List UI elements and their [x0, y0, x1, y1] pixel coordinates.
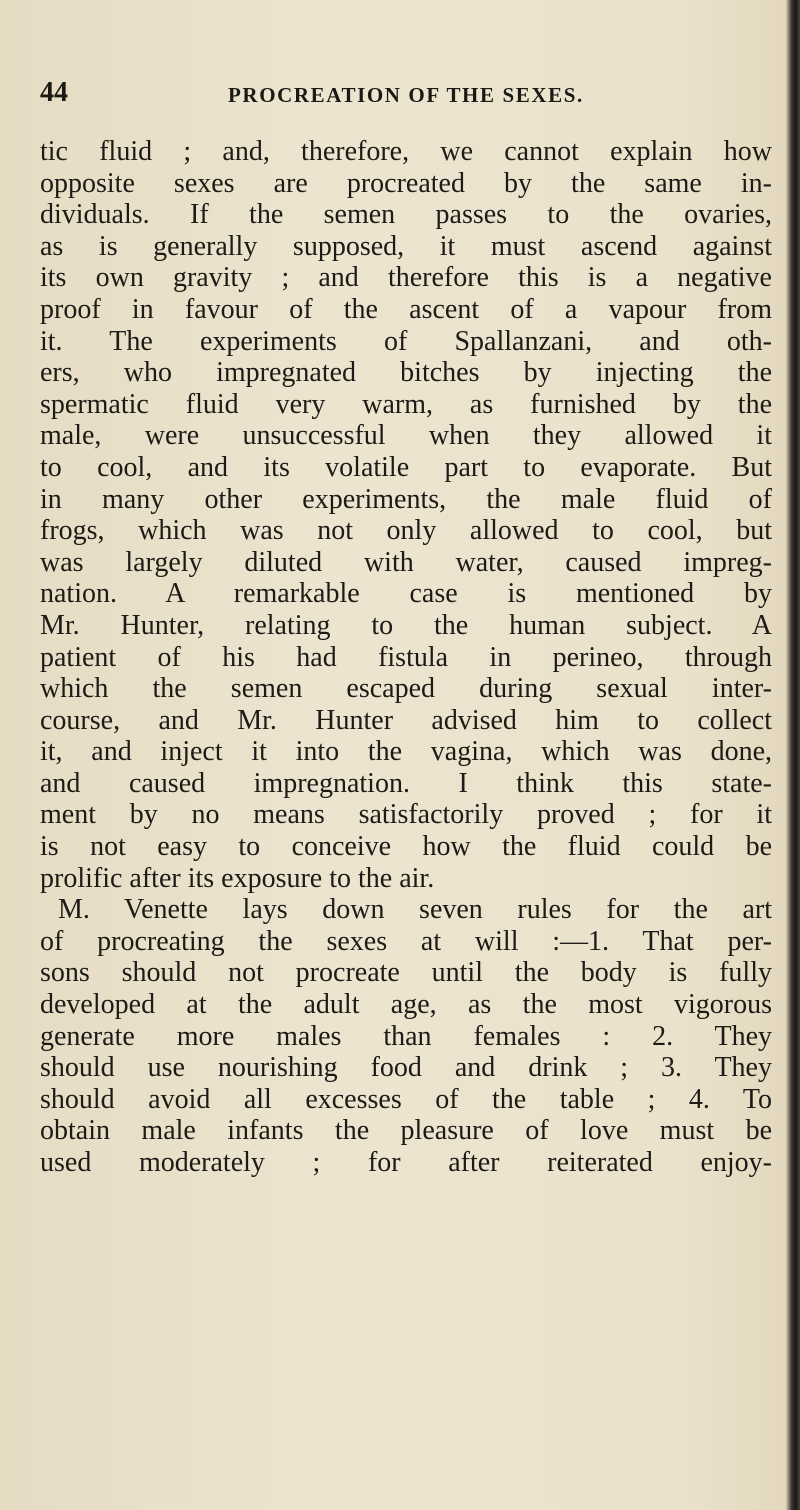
text-line: spermatic fluid very warm, as furnished by the — [40, 388, 772, 420]
body-text — [40, 136, 772, 1179]
text-line: was largely diluted with water, caused impreg- — [40, 546, 772, 578]
text-line: opposite sexes are procreated by the same in- — [40, 167, 772, 199]
text-line: in many other experiments, the male fluid of — [40, 483, 772, 515]
text-line: ers, who impregnated bitches by injecting the — [40, 357, 772, 389]
page-header — [40, 78, 760, 108]
text-line: frogs, which was not only allowed to cool, but — [40, 515, 772, 547]
text-line: generate more males than females : 2. They — [40, 1020, 772, 1052]
text-line: should avoid all excesses of the table ; 4. To — [40, 1083, 772, 1115]
text-line: M. Venette lays down seven rules for the art — [58, 894, 772, 926]
text-line: which the semen escaped during sexual inter- — [40, 673, 772, 705]
text-line: obtain male infants the pleasure of love must be — [40, 1115, 772, 1147]
text-line: to cool, and its volatile part to evaporate. But — [40, 451, 772, 483]
text-line: used moderately ; for after reiterated enjoy- — [40, 1147, 772, 1178]
text-line: should use nourishing food and drink ; 3. They — [40, 1052, 772, 1084]
text-line: and caused impregnation. I think this state- — [40, 767, 772, 799]
text-line: it. The experiments of Spallanzani, and oth- — [40, 325, 772, 357]
text-line: sons should not procreate until the body is fully — [40, 957, 772, 989]
page-edge-shadow — [786, 0, 800, 1510]
text-line: Mr. Hunter, relating to the human subject. A — [40, 609, 772, 641]
text-line: as is generally supposed, it must ascend against — [40, 230, 772, 262]
running-head: PROCREATION OF THE SEXES. — [228, 83, 584, 107]
text-line: patient of his had fistula in perineo, through — [40, 641, 772, 673]
text-line: nation. A remarkable case is mentioned by — [40, 578, 772, 610]
text-line: dividuals. If the semen passes to the ovaries, — [40, 199, 772, 231]
text-line: is not easy to conceive how the fluid could be — [40, 831, 772, 863]
text-line: developed at the adult age, as the most vigorous — [40, 989, 772, 1021]
text-line: it, and inject it into the vagina, which was done, — [40, 736, 772, 768]
text-line: tic fluid ; and, therefore, we cannot explain how — [40, 136, 772, 167]
text-line: ment by no means satisfactorily proved ; for it — [40, 799, 772, 831]
text-line: prolific after its exposure to the air. — [40, 862, 435, 894]
page-number: 44 — [40, 77, 68, 108]
text-line: male, were unsuccessful when they allowed it — [40, 420, 772, 452]
text-line: proof in favour of the ascent of a vapour from — [40, 293, 772, 325]
text-line: its own gravity ; and therefore this is a negative — [40, 262, 772, 294]
text-line: course, and Mr. Hunter advised him to collect — [40, 704, 772, 736]
text-line: of procreating the sexes at will :—1. That per- — [40, 925, 772, 957]
